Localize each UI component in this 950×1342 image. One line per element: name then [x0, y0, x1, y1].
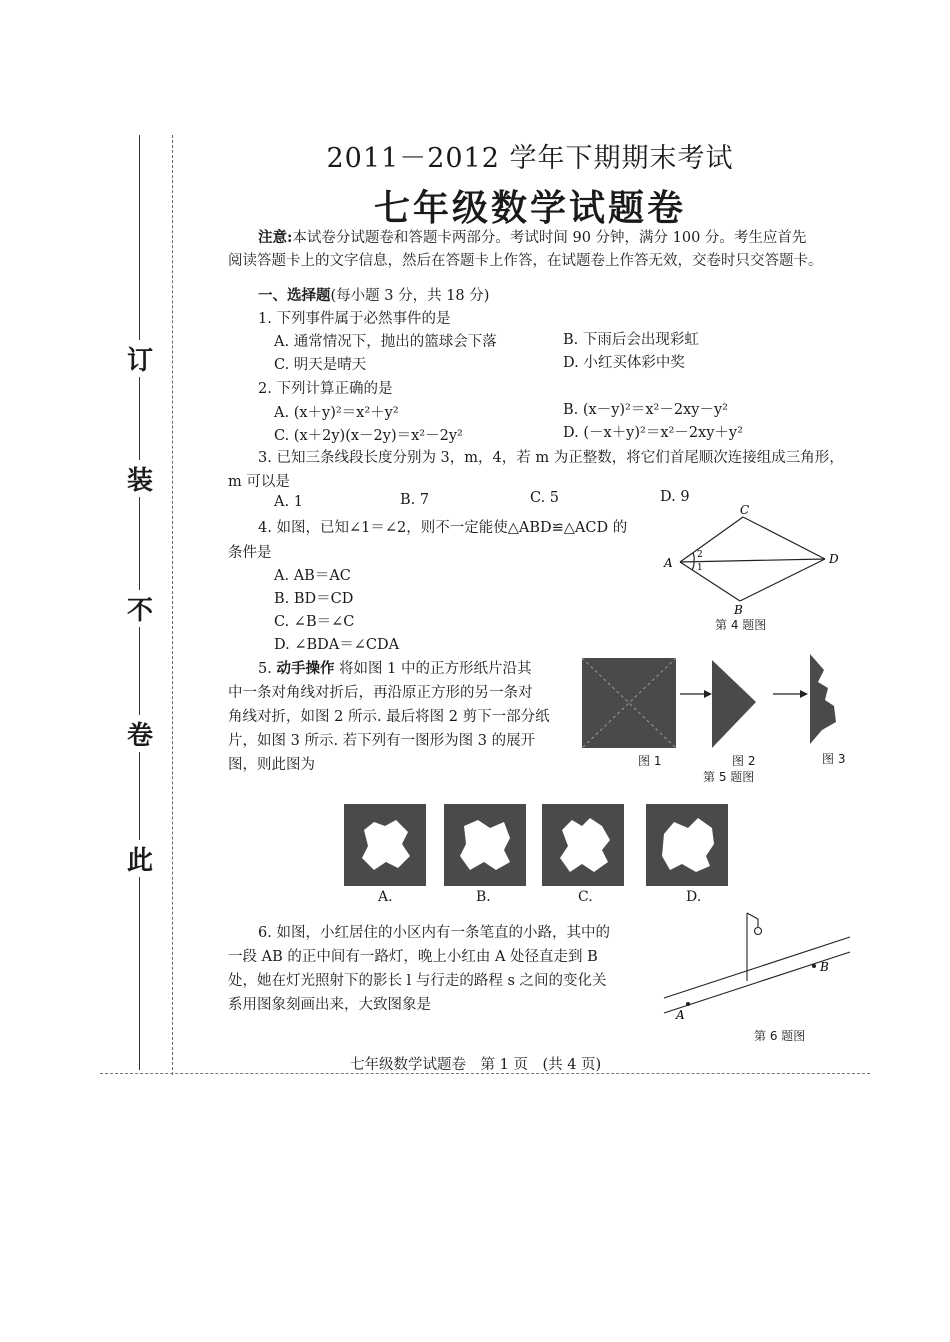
q3-stem-line2: m 可以是 — [228, 474, 290, 490]
binding-char-bu: 不 — [126, 590, 154, 627]
notice-text1: 本试卷分试题卷和答题卡两部分。考试时间 90 分钟，满分 100 分。考生应首先 — [292, 230, 807, 246]
q4-stem-line1: 4. 如图，已知∠1＝∠2，则不一定能使△ABD≌△ACD 的 — [258, 520, 628, 536]
q2-stem: 2. 下列计算正确的是 — [258, 381, 393, 397]
q6-figure — [658, 905, 858, 1030]
q5-number: 5. — [258, 661, 277, 677]
section1-heading — [258, 284, 489, 305]
binding-char-ci: 此 — [126, 840, 154, 877]
q4-label-angle1: 1 — [697, 563, 703, 573]
binding-char-ding: 订 — [126, 340, 154, 377]
q5-fig2-triangle — [712, 660, 756, 748]
q4-figure-caption: 第 4 题图 — [715, 618, 767, 632]
q4-label-c: C — [740, 503, 750, 517]
q1-option-c: C. 明天是晴天 — [274, 357, 367, 373]
section1-title: 一、选择题 — [258, 287, 331, 304]
q5-option-a-label: A. — [378, 889, 393, 905]
q4-edge-bd — [740, 559, 825, 601]
q4-stem-line2: 条件是 — [228, 545, 272, 561]
q5-option-a-figure — [344, 804, 426, 886]
binding-dashed-line — [172, 135, 173, 1075]
q2-option-d: D. (－x＋y)²＝x²－2xy＋y² — [563, 425, 743, 441]
q6-lamp-arm — [747, 913, 758, 927]
q4-option-b: B. BD＝CD — [274, 591, 354, 607]
q2-option-a: A. (x＋y)²＝x²＋y² — [274, 405, 399, 421]
q4-edge-cd — [743, 517, 825, 559]
q4-angle2-arc — [693, 553, 694, 561]
q6-label-b: B — [820, 960, 829, 974]
q6-stem-line3: 处，她在灯光照射下的影长 l 与行走的路程 s 之间的变化关 — [228, 973, 607, 989]
q6-label-a: A — [676, 1008, 685, 1022]
q4-label-a: A — [664, 556, 673, 570]
q1-option-d: D. 小红买体彩中奖 — [563, 355, 685, 371]
q4-option-c: C. ∠B＝∠C — [274, 614, 355, 630]
q6-lamp-bulb — [755, 928, 762, 935]
q5-label-hands-on: 动手操作 — [276, 660, 335, 677]
q3-stem-line1: 3. 已知三条线段长度分别为 3，m，4，若 m 为正整数，将它们首尾顺次连接组成三角形， — [258, 450, 844, 466]
q4-edge-ab — [680, 562, 740, 601]
q5-option-b-label: B. — [476, 889, 491, 905]
q5-fig3-caption: 图 3 — [822, 752, 846, 766]
binding-char-juan: 卷 — [126, 715, 154, 752]
page-footer: 七年级数学试题卷 第 1 页 (共 4 页) — [350, 1057, 602, 1073]
q5-option-d-label: D. — [686, 889, 702, 905]
q4-angle1-arc — [692, 562, 694, 570]
q1-option-a: A. 通常情况下，抛出的篮球会下落 — [274, 334, 497, 350]
q2-option-b: B. (x－y)²＝x²－2xy－y² — [563, 402, 728, 418]
q4-edge-ac — [680, 517, 743, 562]
q5-text1: 将如图 1 中的正方形纸片沿其 — [334, 661, 532, 677]
q5-stem-line1 — [258, 657, 532, 678]
notice-label: 注意: — [258, 229, 293, 246]
q5-stem-line3: 角线对折，如图 2 所示. 最后将图 2 剪下一部分纸 — [228, 709, 550, 725]
q4-label-angle2: 2 — [697, 550, 703, 560]
notice-line1 — [258, 226, 806, 247]
q5-stem-line4: 片，如图 3 所示. 若下列有一图形为图 3 的展开 — [228, 733, 536, 749]
q5-stem-line5: 图，则此图为 — [228, 757, 315, 773]
q3-option-a: A. 1 — [274, 494, 303, 510]
section1-note: (每小题 3 分，共 18 分) — [330, 288, 490, 304]
q6-point-a — [686, 1002, 690, 1006]
exam-title-line2: 七年级数学试题卷 — [373, 187, 686, 229]
q5-arrow1-head — [704, 690, 712, 698]
exam-title-line1: 2011－2012 学年下期期末考试 — [326, 143, 734, 174]
q6-figure-caption: 第 6 题图 — [754, 1029, 806, 1043]
notice-line2: 阅读答题卡上的文字信息，然后在答题卡上作答，在试题卷上作答无效，交卷时只交答题卡。 — [228, 253, 823, 269]
q1-option-b: B. 下雨后会出现彩虹 — [563, 332, 699, 348]
q6-stem-line1: 6. 如图，小红居住的小区内有一条笔直的小路，其中的 — [258, 925, 610, 941]
q2-option-c: C. (x＋2y)(x－2y)＝x²－2y² — [274, 428, 463, 444]
binding-char-zhuang: 装 — [126, 460, 154, 497]
q1-stem: 1. 下列事件属于必然事件的是 — [258, 311, 451, 327]
q4-label-d: D — [829, 552, 839, 566]
q5-fig3-cut-shape — [810, 654, 836, 744]
q3-option-c: C. 5 — [530, 490, 560, 506]
q3-option-b: B. 7 — [400, 492, 430, 508]
q5-option-b-figure — [444, 804, 526, 886]
q4-figure — [660, 500, 850, 620]
q5-fig2-caption: 图 2 — [732, 754, 756, 768]
q5-option-figures — [340, 800, 740, 890]
q4-label-b: B — [734, 603, 743, 617]
q5-option-d-figure — [646, 804, 728, 886]
q6-stem-line2: 一段 AB 的正中间有一路灯，晚上小红由 A 处径直走到 B — [228, 949, 598, 965]
q6-stem-line4: 系用图象刻画出来，大致图象是 — [228, 997, 431, 1013]
q5-stem-line2: 中一条对角线对折后，再沿原正方形的另一条对 — [228, 685, 533, 701]
q5-figures — [578, 652, 858, 752]
q5-figure-caption: 第 5 题图 — [703, 770, 755, 784]
q4-option-d: D. ∠BDA＝∠CDA — [274, 637, 400, 653]
q5-arrow2-head — [800, 690, 808, 698]
q4-option-a: A. AB＝AC — [274, 568, 351, 584]
q5-option-c-figure — [542, 804, 624, 886]
q3-option-d: D. 9 — [660, 489, 690, 505]
page-bottom-dashed-line — [100, 1073, 870, 1074]
q6-point-b — [812, 964, 816, 968]
q5-option-c-label: C. — [578, 889, 593, 905]
q5-fig1-caption: 图 1 — [638, 754, 662, 768]
